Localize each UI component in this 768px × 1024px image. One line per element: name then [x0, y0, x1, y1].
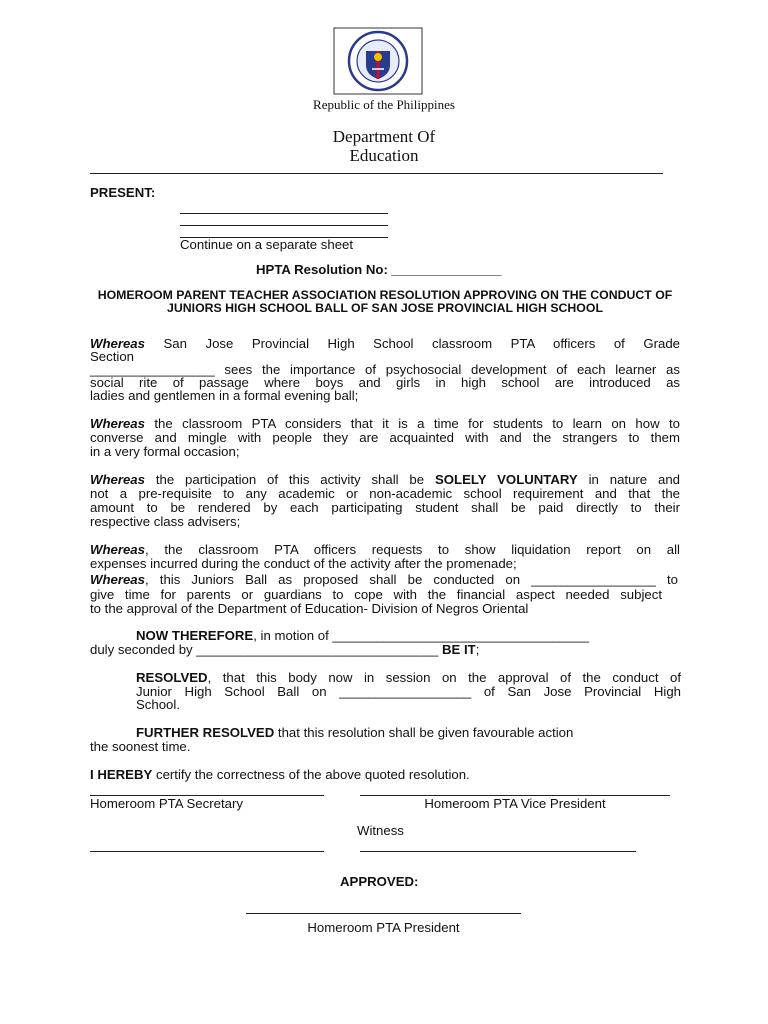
continue-note: Continue on a separate sheet [180, 237, 354, 252]
witness-signature-line-2 [360, 851, 636, 852]
certify-line [90, 768, 470, 783]
resolved-label: RESOLVED [136, 670, 208, 685]
whereas-5-line-1 [90, 573, 678, 588]
present-label: PRESENT: [90, 185, 156, 200]
further-resolved-label: FURTHER RESOLVED [136, 725, 275, 740]
further-resolved-text: that this resolution shall be given favourable action [277, 725, 574, 740]
republic-heading: Republic of the Philippines [313, 97, 455, 112]
seconded-by-text: duly seconded by _________________________________ [90, 642, 439, 657]
further-resolved-line-1 [136, 726, 573, 741]
certify-text: certify the correctness of the above quoted resolution. [155, 767, 470, 782]
whereas-label: Whereas [90, 416, 145, 431]
whereas-1-line-2: Section [90, 349, 134, 364]
vice-president-label: Homeroom PTA Vice President [424, 796, 606, 811]
whereas-1-line-5: ladies and gentlemen in a formal evening ball; [90, 388, 359, 403]
president-label: Homeroom PTA President [307, 920, 460, 935]
whereas-1-line-3: _________________ sees the importance of psychosocial development of each learner as [90, 362, 680, 377]
whereas-1-text: San Jose Provincial High School classroom PTA officers of Grade [163, 336, 680, 351]
header-divider [90, 173, 663, 174]
whereas-1-line-1 [90, 337, 680, 352]
whereas-label: Whereas [90, 572, 145, 587]
deped-seal [333, 27, 423, 95]
whereas-3-line-4: respective class advisers; [90, 514, 241, 529]
i-hereby-label: I HEREBY [90, 767, 153, 782]
approved-label: APPROVED: [340, 874, 419, 889]
whereas-label: Whereas [90, 336, 145, 351]
whereas-2-text: the classroom PTA considers that it is a time for students to learn on how to [154, 416, 680, 431]
present-line-1 [180, 213, 388, 214]
now-therefore-text: , in motion of ___________________________________ [253, 628, 590, 643]
department-heading: Department Of Education [332, 127, 436, 165]
solely-voluntary-emphasis: SOLELY VOLUNTARY [434, 472, 578, 487]
whereas-2-line-2: converse and mingle with people they are acquainted with and the strangers to them [90, 430, 680, 445]
witness-signature-line-1 [90, 851, 324, 852]
whereas-label: Whereas [90, 542, 145, 557]
be-it-label: BE IT [442, 642, 476, 657]
whereas-4-text: , the classroom PTA officers requests to show liquidation report on all [144, 542, 680, 557]
whereas-5-line-2: give time for parents or guardians to cope with the financial aspect needed subject [90, 587, 662, 602]
whereas-1-line-4: social rite of passage where boys and girls in high school are introduced as [90, 375, 680, 390]
whereas-label: Whereas [90, 472, 145, 487]
whereas-2-line-3: in a very formal occasion; [90, 444, 240, 459]
whereas-3-line-3: amount to be rendered by each participating student shall be paid directly to their [90, 500, 680, 515]
witness-label: Witness [357, 823, 404, 838]
whereas-3-text: the participation of this activity shall be [155, 472, 425, 487]
whereas-5-text: , this Juniors Ball as proposed shall be conducted on _________________ to [144, 572, 678, 587]
resolution-number: HPTA Resolution No: _______________ [256, 262, 502, 277]
further-resolved-line-2: the soonest time. [90, 739, 191, 754]
present-line-2 [180, 225, 388, 226]
whereas-5-line-3: to the approval of the Department of Education- Division of Negros Oriental [90, 601, 529, 616]
secretary-label: Homeroom PTA Secretary [90, 796, 243, 811]
now-therefore-line-2 [90, 643, 479, 658]
whereas-4-line-2: expenses incurred during the conduct of the activity after the promenade; [90, 556, 517, 571]
resolution-title: HOMEROOM PARENT TEACHER ASSOCIATION RESOLUTION APPROVING ON THE CONDUCT OF JUNIORS HIGH SCHOOL BALL OF SAN JOSE PROVINCIAL HIGH SCHOOL [97, 288, 673, 315]
whereas-3-text-end: in nature and [588, 472, 680, 487]
now-therefore-label: NOW THEREFORE [136, 628, 254, 643]
president-signature-line [246, 913, 521, 914]
resolved-line-2: Junior High School Ball on __________________ of San Jose Provincial High [136, 684, 681, 699]
whereas-3-line-2: not a pre-requisite to any academic or non-academic school requirement and that the [90, 486, 680, 501]
be-it-punct: ; [475, 642, 480, 657]
resolved-text: , that this body now in session on the approval of the conduct of [207, 670, 681, 685]
resolved-line-3: School. [136, 697, 180, 712]
